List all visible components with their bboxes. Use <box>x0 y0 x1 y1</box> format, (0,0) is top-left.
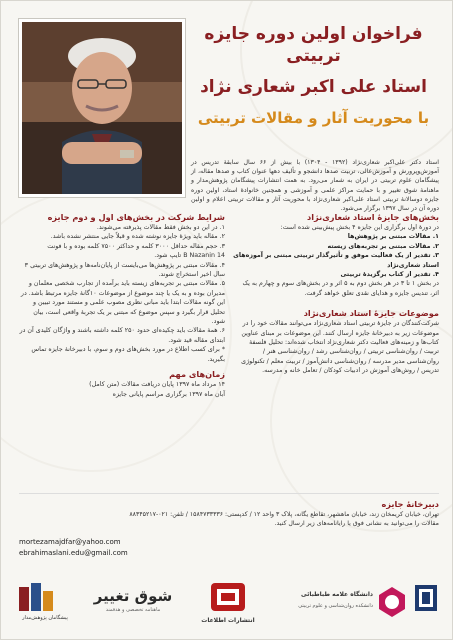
condition-item: ۱. در این دو بخش فقط مقالات پذیرفته می‌شوند. <box>96 224 225 231</box>
topics-body: شرکت‌کنندگان در جایزهٔ تربیتی استاد شعاری‌نژاد می‌توانند مقالات خود را در موضوعات زیر به دبیرخانهٔ جایزه ارسال کنند. این موضوعات بر مبنای عناوین کتاب‌ها و زمینه‌های فعالیت دکتر شعاری‌نژاد انتخاب شده‌اند: تحلیل فلسفهٔ تربیت / روان‌شناسی تربیتی / روان‌شناسی رشد / روان‌شناسی هنر / روان‌شناسی مدیر مدرسه / روان‌شناسی دانش‌آموز / تربیت معلم / تکنولوژی تدریس / روش‌های آموزش در ادبیات کودکان / تعامل خانه و مدرسه. <box>241 320 439 375</box>
award-section-item: ۳. تقدیر از یک فعالیت موفق و تأثیرگذار تربیتی مبتنی بر آموزه‌های استاد شعاری‌نژاد <box>233 252 439 269</box>
divider <box>19 493 439 494</box>
ettelaat-label: انتشارات اطلاعات <box>201 617 255 624</box>
condition-item: * برای کسب اطلاع در مورد بخش‌های دوم و سوم، با دبیرخانهٔ جایزه تماس بگیرید. <box>31 346 225 363</box>
award-section-item: ۲. مقالات مبتنی بر تجربه‌های زیسته <box>327 242 439 250</box>
university-emblem-icon <box>377 585 407 619</box>
deadlines-title: زمان‌های مهم <box>169 369 225 380</box>
award-section-item: ۴. تقدیر از کتاب برگزیدهٔ تربیتی <box>340 271 439 279</box>
sponsor-logos <box>15 581 440 631</box>
topics-title: موضوعات جایزهٔ استاد شعاری‌نژاد <box>303 308 439 319</box>
award-section-item: ۱. مقالات مبتنی بر پژوهش‌ها <box>347 233 439 241</box>
secretariat-note: مقالات را می‌توانید به نشانی فوق یا رایانامه‌های زیر ارسال کنید. <box>274 520 439 528</box>
deadline-item: ۱۴ مرداد ماه ۱۳۹۷ پایان دریافت مقالات (متن کامل) <box>89 381 225 389</box>
award-subtitle: با محوریت آثار و مقالات تربیتی <box>197 109 430 127</box>
condition-item: ۳. حجم مقاله حداقل ۳۰۰۰ کلمه و حداکثر ۷۵۰۰ کلمه بوده و با فونت <box>47 242 225 250</box>
award-name: استاد علی اکبر شعاری نژاد <box>200 77 427 97</box>
ettelaat-logo <box>193 581 263 631</box>
condition-item: ۶. همهٔ مقالات باید چکیده‌ای حدود ۲۵۰ کلمه داشته باشند و واژگان کلیدی آن در ابتدای مقاله قید شود. <box>19 327 225 344</box>
poster-title: فراخوان اولین دوره جایزه تربیتی <box>204 24 423 66</box>
secretariat-title: دبیرخانهٔ جایزه <box>381 499 439 509</box>
right-column <box>233 211 439 376</box>
email-link[interactable]: ebrahimaslani.edu@gmail.com <box>19 548 128 557</box>
university-sub: دانشکده روان‌شناسی و علوم تربیتی <box>298 603 373 609</box>
award-sections-note: در بخش ۱ تا ۳ در هر بخش دوم به ۵ اثر و در بخش‌های سوم و چهارم به یک اثر، تندیس جایزه و هدایای نقدی تعلق خواهد گرفت. <box>242 280 439 297</box>
shoghe-taghir-label: شوق تغییر <box>93 587 173 605</box>
condition-item: ۵. مقالات مبتنی بر تجربه‌های زیسته باید برآمده از تجارب شخصی معلمان و مدیران بوده و به یک یا چند موضوع از موضوعات ۱۰گانهٔ جایزه مرتبط باشد. در این گونه مقالات ابتدا باید مبانی نظری مصوب علمی و مستند مورد تبیین و تحلیل قرار بگیرد و سپس موضوع که مبتنی بر یک تجربهٔ واقعی است، بیان شود. <box>20 280 225 326</box>
portrait-photo <box>19 19 185 197</box>
conditions-title: شرایط شرکت در بخش‌های اول و دوم جایزه <box>47 212 225 222</box>
condition-item: ۲. مقاله باید ویژهٔ جایزه نوشته شده و قبلاً جایی منتشر نشده باشد. <box>50 233 225 241</box>
condition-item: B Nazanin 14 تایپ شود. <box>154 252 225 260</box>
email-list <box>19 537 128 558</box>
portrait-illustration <box>22 22 182 194</box>
pishgaman-label: پیشگامان پژوهش‌مدار <box>22 615 68 621</box>
book-icon <box>413 581 439 615</box>
university-logo <box>277 581 407 631</box>
intro-paragraph: استاد دکتر علی‌اکبر شعاری‌نژاد (۱۳۹۲ - ۱۳۰۴) با بیش از ۶۶ سال سابقهٔ تدریس در آموزش‌وپرورش و آموزش‌عالی، تربیت صدها دانشجو و تألیف دهها عنوان کتاب و صدها مقاله، از پیشگامان علوم تربیتی در ایران به شمار می‌رود. به همت انتشارات پیشگامان پژوهش‌مدار و ماهنامهٔ شوق تغییر و با حمایت مراکز علمی و آموزشی و همچنین خانوادهٔ استاد، اولین دوره جایزه دوسالانهٔ تربیتی استاد علی‌اکبر شعاری‌نژاد با محوریت آثار و مقالات تربیتی اعلام و اولین دوره آن در سال ۱۳۹۷ برگزار می‌شود. <box>191 159 440 213</box>
deadline-item: آبان ماه ۱۳۹۷ برگزاری مراسم پایانی جایزه <box>112 390 225 398</box>
secretariat-address: تهران، خیابان کریمخان زند، خیابان ماهشهر، تقاطع یگانه، پلاک ۳ واحد ۱۲ / کدپستی: ۱۵۸۴۷۳۳۳۳۶ / تلفن: ۰۲۱-۸۸۳۴۵۲۱۷ <box>129 511 439 518</box>
left-column <box>19 211 225 399</box>
email-link[interactable]: mortezamajdfar@yahoo.com <box>19 538 121 546</box>
university-label: دانشگاه علامه طباطبائی <box>301 591 373 598</box>
award-sections-subtitle: در دورهٔ اول برگزاری این جایزه ۴ بخش پیش‌بینی شده است: <box>280 224 439 231</box>
award-sections-title: بخش‌های جایزهٔ استاد شعاری‌نژاد <box>307 212 439 222</box>
secretariat-block <box>19 498 439 528</box>
shoghe-taghir-logo <box>93 581 173 631</box>
title-block <box>186 23 441 129</box>
ettelaat-icon <box>193 581 263 615</box>
book-logo <box>413 581 439 631</box>
shoghe-taghir-sub: ماهنامه تخصصی و هدفمند <box>105 607 161 613</box>
condition-item: ۴. مقالات مبتنی بر پژوهش‌ها می‌بایست از پایان‌نامه‌ها و پژوهش‌های تربیتی ۳ سال اخیر استخراج شوند. <box>24 261 225 279</box>
pishgaman-logo <box>15 581 75 631</box>
pishgaman-icon <box>15 581 75 631</box>
